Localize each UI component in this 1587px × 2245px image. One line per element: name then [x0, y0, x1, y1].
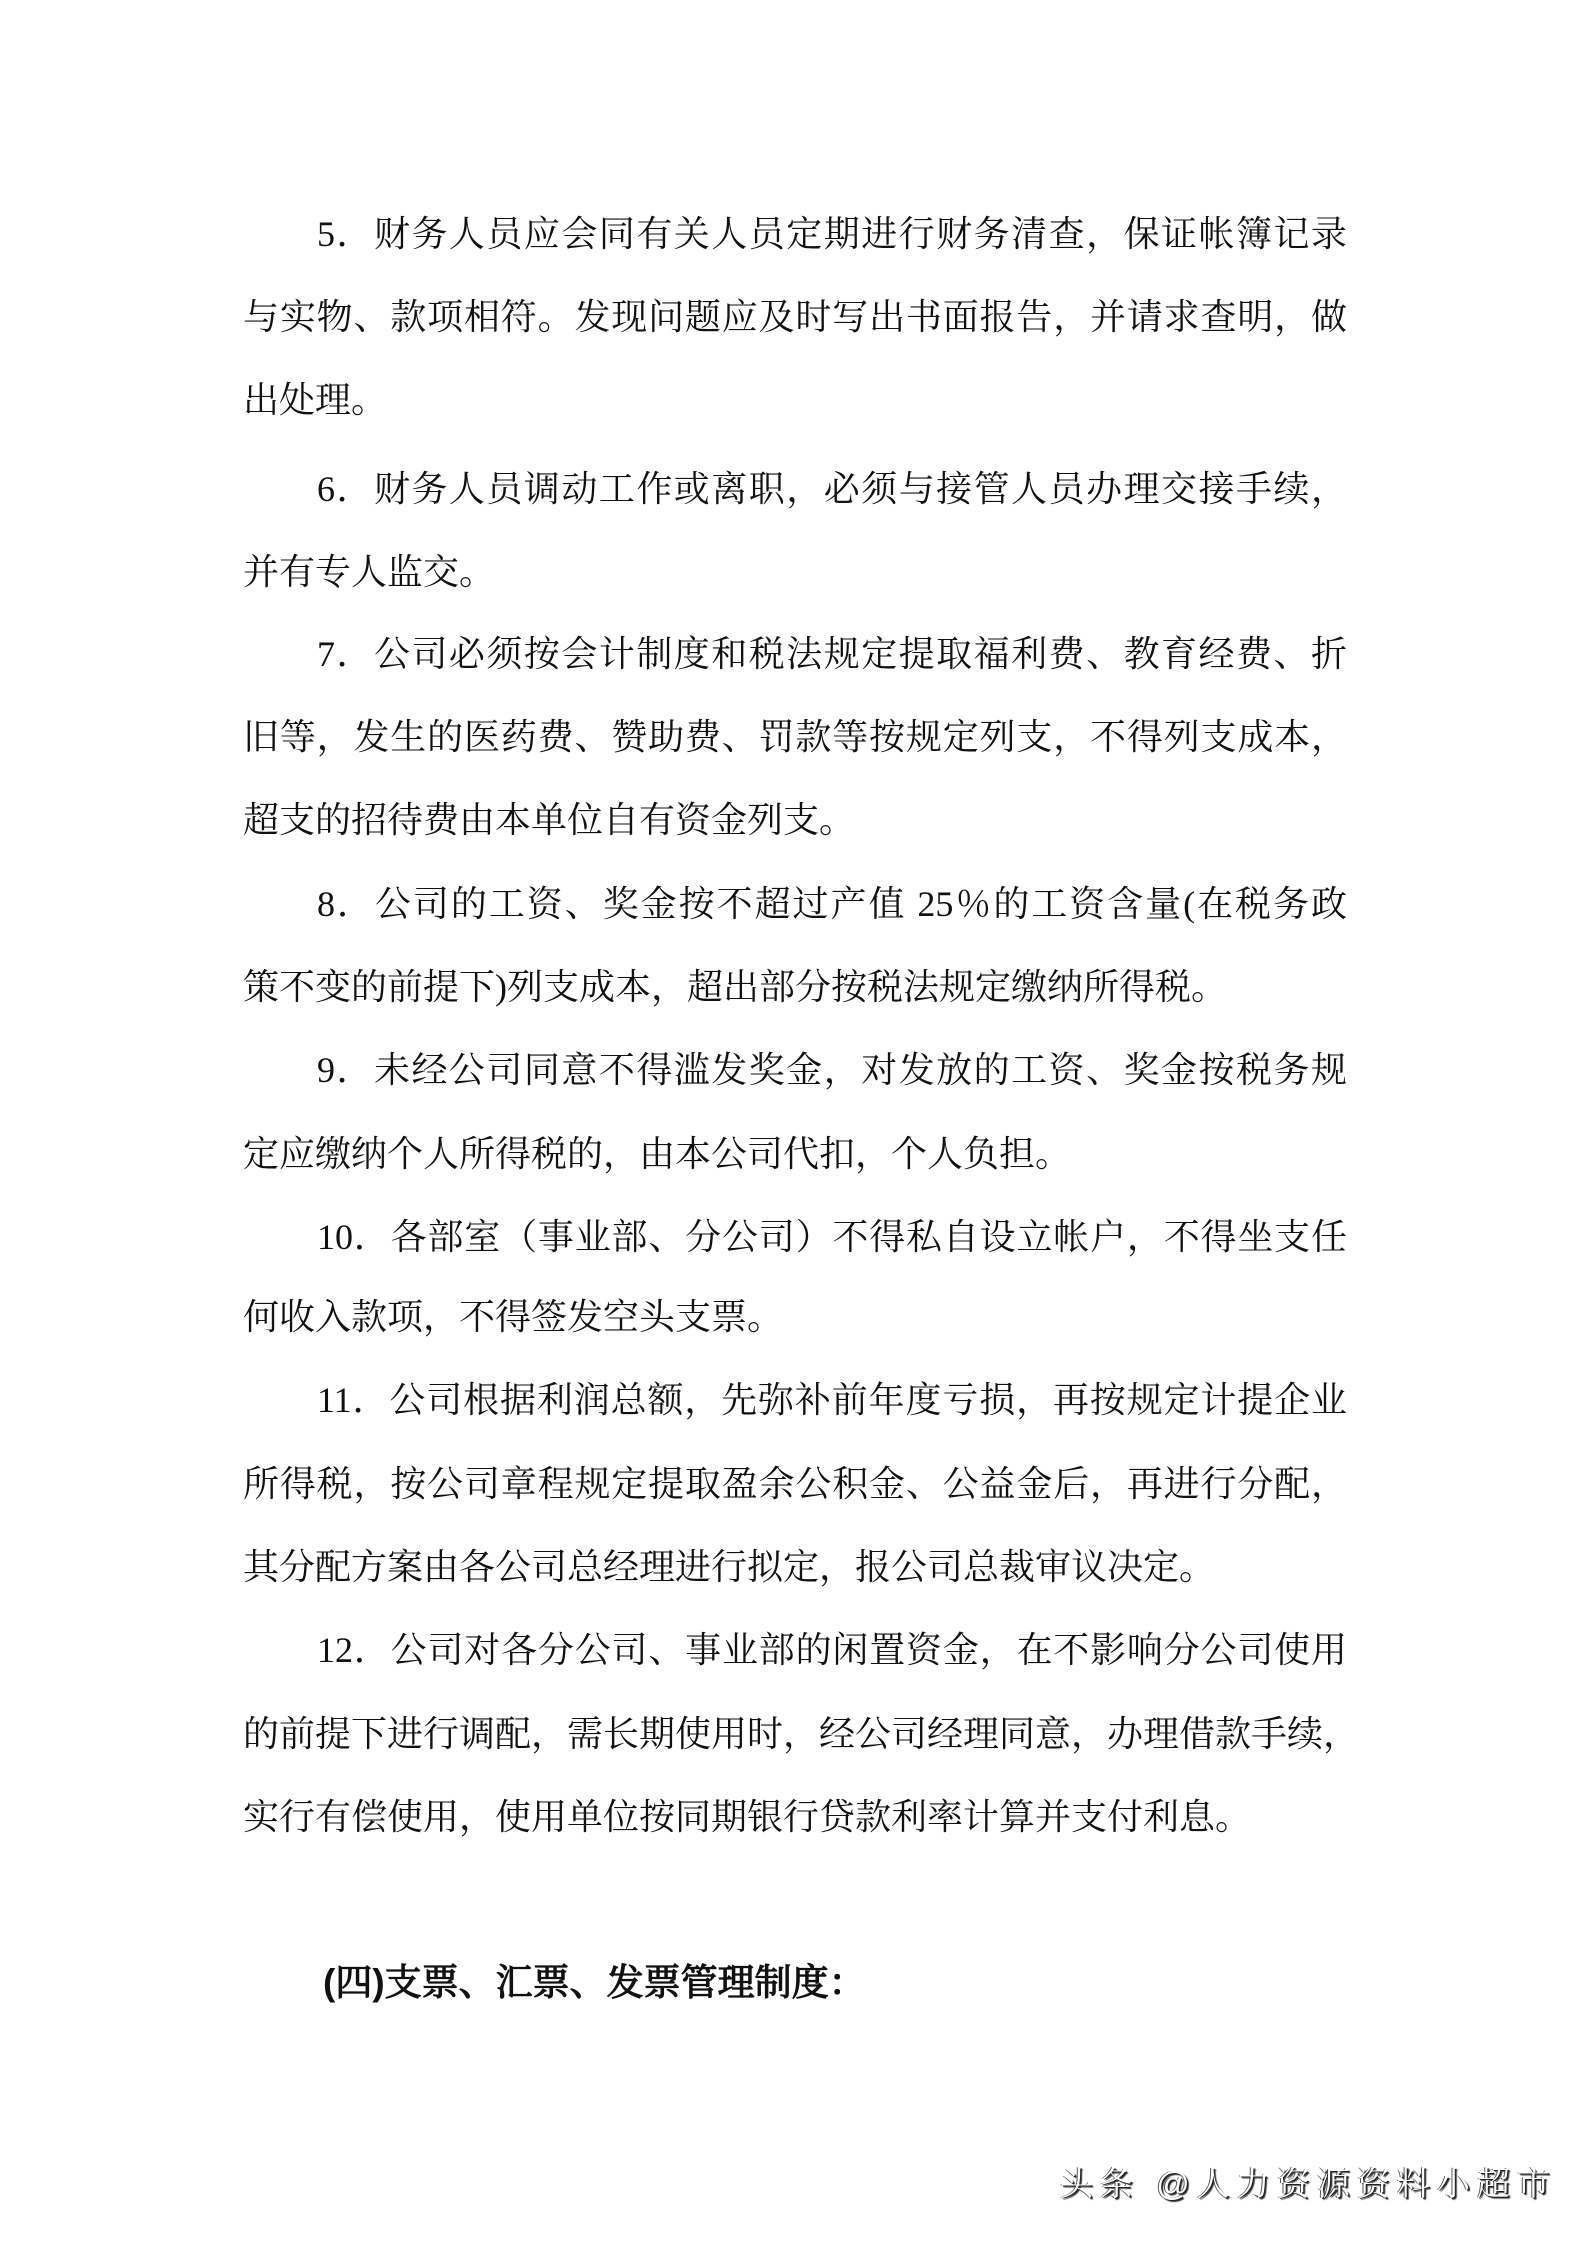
paragraph-5-line-2: 与实物、款项相符。发现问题应及时写出书面报告，并请求查明，做 [243, 297, 1347, 337]
paragraph-12-line-3: 实行有偿使用，使用单位按同期银行贷款利率计算并支付利息。 [243, 1797, 1252, 1837]
paragraph-6-line-1: 6．财务人员调动工作或离职，必须与接管人员办理交接手续， [317, 469, 1347, 509]
paragraph-12-line-1: 12．公司对各分公司、事业部的闲置资金，在不影响分公司使用 [317, 1630, 1347, 1670]
paragraph-11-line-3: 其分配方案由各公司总经理进行拟定，报公司总裁审议决定。 [243, 1547, 1216, 1587]
paragraph-6-line-2: 并有专人监交。 [243, 552, 496, 592]
paragraph-9-line-2: 定应缴纳个人所得税的，由本公司代扣，个人负担。 [243, 1134, 1072, 1174]
section-heading: (四)支票、汇票、发票管理制度： [323, 1962, 866, 2003]
paragraph-7-line-2: 旧等，发生的医药费、赞助费、罚款等按规定列支，不得列支成本， [243, 717, 1347, 757]
paragraph-10-line-1: 10．各部室（事业部、分公司）不得私自设立帐户，不得坐支任 [317, 1217, 1347, 1257]
paragraph-11-line-2: 所得税，按公司章程规定提取盈余公积金、公益金后，再进行分配， [243, 1464, 1347, 1504]
paragraph-5-line-1: 5．财务人员应会同有关人员定期进行财务清查，保证帐簿记录 [317, 214, 1347, 254]
paragraph-11-line-1: 11．公司根据利润总额，先弥补前年度亏损，再按规定计提企业 [317, 1380, 1347, 1420]
paragraph-5-line-3: 出处理。 [243, 380, 388, 420]
paragraph-8-line-2: 策不变的前提下)列支成本，超出部分按税法规定缴纳所得税。 [243, 967, 1227, 1007]
watermark: 头条 @人力资源资料小超市 [1060, 2165, 1550, 2202]
paragraph-7-line-1: 7．公司必须按会计制度和税法规定提取福利费、教育经费、折 [317, 634, 1347, 674]
paragraph-12-line-2: 的前提下进行调配，需长期使用时，经公司经理同意，办理借款手续， [243, 1714, 1360, 1754]
paragraph-9-line-1: 9．未经公司同意不得滥发奖金，对发放的工资、奖金按税务规 [317, 1050, 1347, 1090]
paragraph-7-line-3: 超支的招待费由本单位自有资金列支。 [243, 800, 856, 840]
paragraph-8-line-1: 8．公司的工资、奖金按不超过产值 25％的工资含量(在税务政 [317, 884, 1347, 924]
paragraph-10-line-2: 何收入款项，不得签发空头支票。 [243, 1297, 784, 1337]
